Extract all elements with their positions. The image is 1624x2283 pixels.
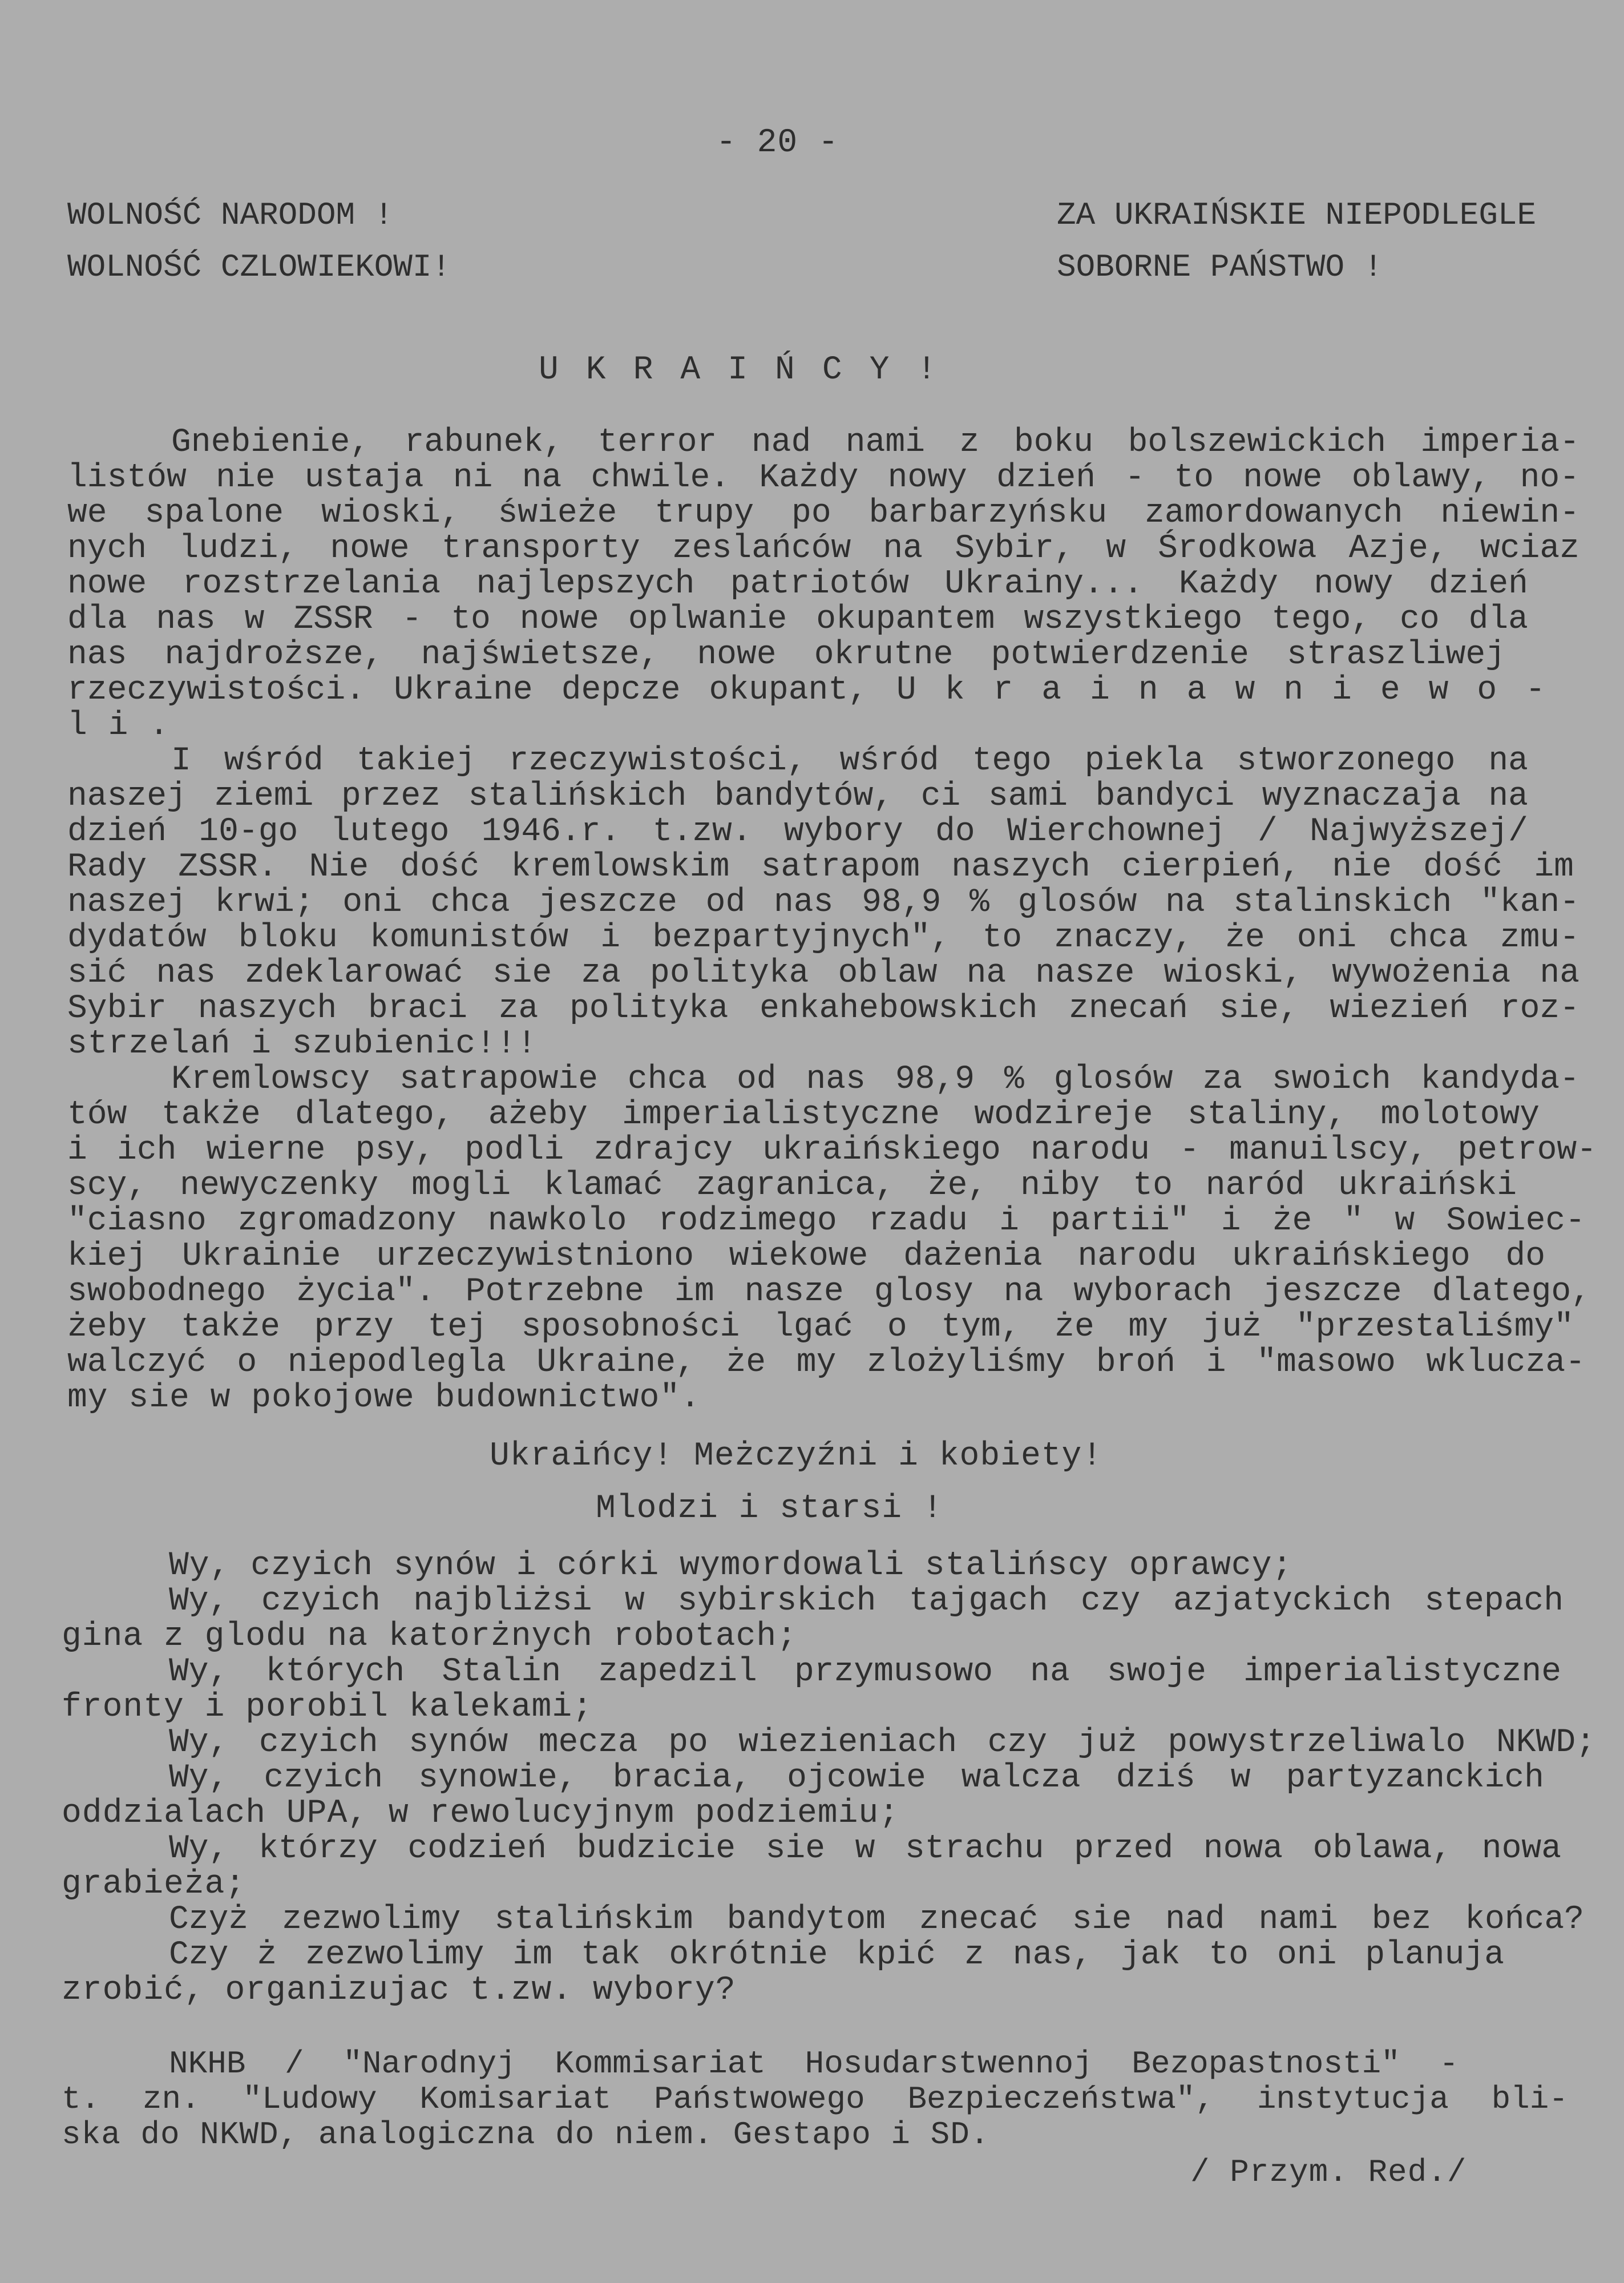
- paragraph-3-line-5: "ciasno zgromadzony nawkolo rodzimego rzadu i partii" i że " w Sowiec-: [67, 1203, 1585, 1240]
- question-line-3: gina z glodu na katorżnych robotach;: [62, 1618, 798, 1655]
- question-line-6: Wy, czyich synów mecza po wiezieniach czy już powystrzeliwalo NKWD;: [169, 1724, 1595, 1761]
- paragraph-3-line-1: Kremlowscy satrapowie chca od nas 98,9 % glosów za swoich kandyda-: [171, 1061, 1579, 1098]
- paragraph-2-line-4: Rady ZSSR. Nie dość kremlowskim satrapom naszych cierpień, nie dość im: [67, 849, 1574, 886]
- footnote-signature: / Przym. Red./: [1190, 2154, 1467, 2191]
- header-left-line-1: WOLNOŚĆ NARODOM !: [67, 197, 394, 233]
- question-line-9: Wy, którzy codzień budzicie sie w strachu przed nowa oblawa, nowa: [169, 1830, 1561, 1867]
- paragraph-2-line-8: Sybir naszych braci za polityka enkahebowskich znecań sie, wiezień roz-: [67, 990, 1579, 1027]
- footnote-line-1: NKHB / "Narodnyj Kommisariat Hosudarstwennoj Bezopastnosti" -: [169, 2046, 1459, 2082]
- paragraph-1-line-3: we spalone wioski, świeże trupy po barbarzyńsku zamordowanych niewin-: [67, 495, 1579, 532]
- paragraph-3-line-9: walczyć o niepodlegla Ukraine, że my zlożyliśmy broń i "masowo wklucza-: [67, 1344, 1585, 1381]
- header-left-line-2: WOLNOŚĆ CZLOWIEKOWI!: [67, 249, 451, 285]
- paragraph-1-line-9: l i .: [67, 707, 170, 744]
- paragraph-2-line-6: dydatów bloku komunistów i bezpartyjnych", to znaczy, że oni chca zmu-: [67, 919, 1579, 957]
- question-line-11: Czyż zezwolimy stalińskim bandytom znecać sie nad nami bez końca?: [169, 1901, 1584, 1938]
- paragraph-3-line-2: tów także dlatego, ażeby imperialistyczne wodzireje staliny, molotowy: [67, 1096, 1540, 1134]
- question-line-7: Wy, czyich synowie, bracia, ojcowie walcza dziś w partyzanckich: [169, 1760, 1544, 1797]
- paragraph-1-line-2: listów nie ustaja ni na chwile. Każdy nowy dzień - to nowe oblawy, no-: [67, 459, 1579, 497]
- appeal-line-1: Ukraińcy! Meżczyźni i kobiety!: [490, 1438, 1103, 1475]
- header-right-line-2: SOBORNE PAŃSTWO !: [1057, 249, 1383, 285]
- header-right-line-1: ZA UKRAIŃSKIE NIEPODLEGLE: [1057, 197, 1537, 233]
- paragraph-1-line-6: dla nas w ZSSR - to nowe oplwanie okupantem wszystkiego tego, co dla: [67, 601, 1528, 638]
- paragraph-2-line-5: naszej krwi; oni chca jeszcze od nas 98,9 % glosów na stalinskich "kan-: [67, 884, 1579, 921]
- question-line-4: Wy, których Stalin zapedzil przymusowo na swoje imperialistyczne: [169, 1653, 1561, 1691]
- paragraph-2-line-7: sić nas zdeklarować sie za polityka oblaw na nasze wioski, wywożenia na: [67, 955, 1579, 992]
- paragraph-2-line-9: strzelań i szubienic!!!: [67, 1026, 538, 1063]
- footnote-line-3: ska do NKWD, analogiczna do niem. Gestapo i SD.: [62, 2116, 990, 2153]
- paragraph-3-line-6: kiej Ukrainie urzeczywistniono wiekowe dażenia narodu ukraińskiego do: [67, 1238, 1545, 1275]
- paragraph-3-line-7: swobodnego życia". Potrzebne im nasze glosy na wyborach jeszcze dlatego,: [67, 1273, 1591, 1310]
- page-title: UKRAIŃCY!: [539, 352, 964, 389]
- paragraph-1-line-8: rzeczywistości. Ukraine depcze okupant, U k r a i n a w n i e w o -: [67, 672, 1545, 709]
- paragraph-1-line-7: nas najdroższe, najświetsze, nowe okrutne potwierdzenie straszliwej: [67, 636, 1505, 673]
- question-line-8: oddzialach UPA, w rewolucyjnym podziemiu;: [62, 1795, 900, 1832]
- paragraph-1-line-1: Gnebienie, rabunek, terror nad nami z boku bolszewickich imperia-: [171, 424, 1579, 461]
- paragraph-2-line-3: dzień 10-go lutego 1946.r. t.zw. wybory do Wierchownej / Najwyższej/: [67, 813, 1528, 850]
- paragraph-3-line-4: scy, newyczenky mogli klamać zagranica, że, niby to naród ukraiński: [67, 1167, 1517, 1204]
- question-line-5: fronty i porobil kalekami;: [62, 1689, 593, 1726]
- page-number: - 20 -: [716, 124, 839, 162]
- paragraph-2-line-1: I wśród takiej rzeczywistości, wśród tego piekla stworzonego na: [171, 743, 1528, 780]
- question-line-2: Wy, czyich najbliżsi w sybirskich tajgach czy azjatyckich stepach: [169, 1583, 1564, 1620]
- paragraph-3-line-8: żeby także przy tej sposobności lgać o tym, że my już "przestaliśmy": [67, 1309, 1574, 1346]
- question-line-1: Wy, czyich synów i córki wymordowali stalińscy oprawcy;: [169, 1547, 1293, 1584]
- footnote-line-2: t. zn. "Ludowy Komisariat Państwowego Bezpieczeństwa", instytucja bli-: [62, 2081, 1568, 2117]
- question-line-10: grabieża;: [62, 1866, 246, 1903]
- appeal-line-2: Mlodzi i starsi !: [596, 1490, 943, 1527]
- question-line-13: zrobić, organizujac t.zw. wybory?: [62, 1972, 736, 2009]
- paragraph-1-line-4: nych ludzi, nowe transporty zeslańców na Sybir, w Środkowa Azje, wciaz: [67, 530, 1579, 567]
- paragraph-2-line-2: naszej ziemi przez stalińskich bandytów, ci sami bandyci wyznaczaja na: [67, 778, 1528, 815]
- paragraph-3-line-3: i ich wierne psy, podli zdrajcy ukraińskiego narodu - manuilscy, petrow-: [67, 1132, 1597, 1169]
- question-line-12: Czy ż zezwolimy im tak okrótnie kpić z nas, jak to oni planuja: [169, 1937, 1504, 1974]
- paragraph-3-line-10: my sie w pokojowe budownictwo".: [67, 1380, 701, 1417]
- paragraph-1-line-5: nowe rozstrzelania najlepszych patriotów Ukrainy... Każdy nowy dzień: [67, 566, 1528, 603]
